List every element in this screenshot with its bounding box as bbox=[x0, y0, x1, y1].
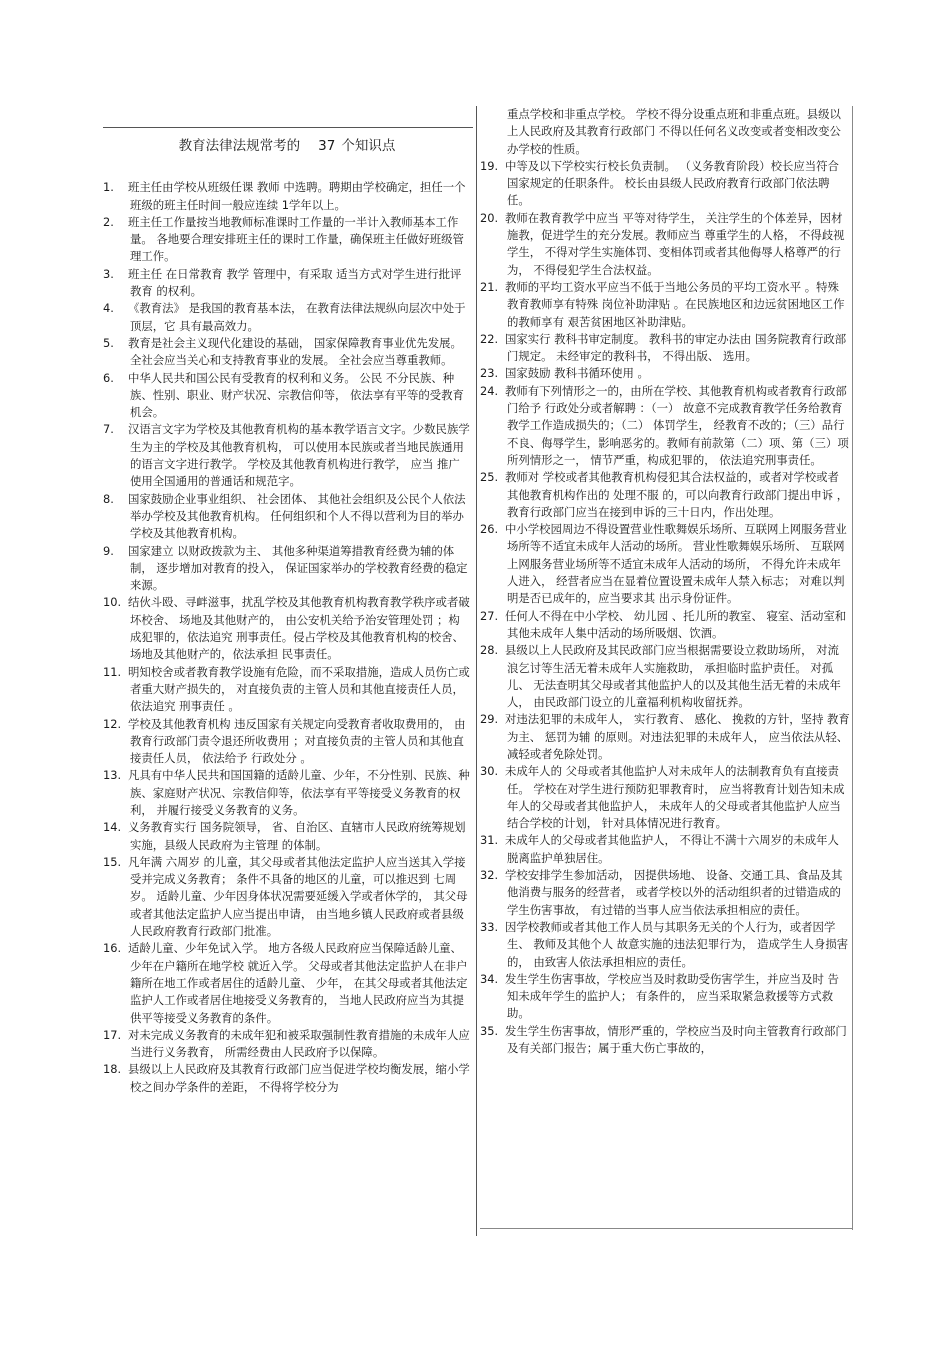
knowledge-point bbox=[103, 819, 471, 854]
point-text: 国家实行 教科书审定制度。 教科书的审定办法由 国务院教育行政部门规定。 未经审定的教科书， 不得出版、 选用。 bbox=[505, 331, 847, 364]
knowledge-point bbox=[480, 919, 850, 971]
point-number: 23. bbox=[480, 366, 499, 381]
point-text: 未成年人的 父母或者其他监护人对未成年人的法制教育负有直接责任。 学校在对学生进行预防犯罪教育时， 应当将教育计划告知未成年人的父母或者其他监护人， 未成年人的父母或者其他监护人应当结合学校的计划， 针对具体情况进行教育。 bbox=[505, 764, 845, 831]
knowledge-point bbox=[480, 279, 850, 331]
point-text: 明知校舍或者教育教学设施有危险，而不采取措施，造成人员伤亡或者重大财产损失的， 对直接负责的主管人员和其他直接责任人员，依法追究 刑事责任 。 bbox=[128, 664, 470, 714]
point-number: 9. bbox=[103, 543, 114, 558]
point-number: 11. bbox=[103, 664, 122, 679]
knowledge-point bbox=[480, 521, 850, 607]
point-number: 21. bbox=[480, 279, 499, 294]
point-number: 34. bbox=[480, 971, 499, 986]
point-text: 县级以上人民政府及其民政部门应当根据需要设立救助场所， 对流浪乞讨等生活无着未成年人实施救助， 承担临时监护责任。 对孤儿、 无法查明其父母或者其他监护人的以及其他生活无着的未成年人， 由民政部门设立的儿童福利机构收留抚养。 bbox=[505, 643, 841, 710]
knowledge-point bbox=[480, 642, 850, 711]
knowledge-point bbox=[103, 940, 471, 1026]
knowledge-point bbox=[480, 608, 850, 643]
point-text: 中小学校园周边不得设置营业性歌舞娱乐场所、互联网上网服务营业场所等不适宜未成年人活动的场所。 营业性歌舞娱乐场所、 互联网上网服务营业场所等不适宜未成年人活动的场所， 不得允许未成年人进入， 经营者应当在显着位置设置未成年人禁入标志； 对难以判明是否已成年的，应当要求其 出示身份证件。 bbox=[505, 522, 847, 606]
knowledge-point bbox=[103, 491, 471, 543]
left-top-rule bbox=[103, 127, 473, 128]
point-number: 2. bbox=[103, 214, 114, 229]
point-text: 义务教育实行 国务院领导， 省、自治区、直辖市人民政府统筹规划实施，县级人民政府为主管理 的体制。 bbox=[128, 820, 466, 852]
point-number: 28. bbox=[480, 643, 499, 658]
knowledge-point bbox=[480, 711, 850, 763]
point-text: 学校及其他教育机构 违反国家有关规定向受教育者收取费用的， 由教育行政部门责令退还所收费用 ；对直接负责的主管人员和其他直接责任人员， 依法给予 行政处分 。 bbox=[128, 716, 466, 766]
point-text: 教师有下列情形之一的，由所在学校、其他教育机构或者教育行政部门给予 行政处分或者解聘 ：（一） 故意不完成教育教学任务给教育教学工作造成损失的；（二） 体罚学生， 经教育不改的；（三）品行不良、侮辱学生，影响恶劣的。教师有前款第（二）项、第（三）项所列情形之一， 情节严重，构成犯罪的， 依法追究刑事责任。 bbox=[505, 383, 849, 467]
point-text: 发生学生伤害事故，情形严重的，学校应当及时向主管教育行政部门及有关部门报告；属于重大伤亡事故的， bbox=[505, 1023, 847, 1056]
point-number: 18. bbox=[103, 1062, 122, 1077]
point-text: 国家鼓励 教科书循环使用 。 bbox=[505, 366, 649, 381]
knowledge-point bbox=[103, 594, 471, 663]
knowledge-point bbox=[103, 214, 471, 266]
right-bottom-rule bbox=[480, 1228, 852, 1229]
knowledge-point bbox=[103, 664, 471, 716]
point-number: 1. bbox=[103, 180, 114, 195]
point-text: 发生学生伤害事故，学校应当及时救助受伤害学生，并应当及时 告知未成年学生的监护人； 有条件的， 应当采取紧急救援等方式救助。 bbox=[505, 971, 839, 1021]
knowledge-point bbox=[480, 971, 850, 1023]
point-number: 6. bbox=[103, 370, 114, 385]
knowledge-point bbox=[480, 365, 850, 382]
knowledge-point bbox=[480, 832, 850, 867]
knowledge-point bbox=[103, 716, 471, 768]
point-text: 《教育法》 是我国的教育基本法， 在教育法律法规纵向层次中处于顶层，它 具有最高效力。 bbox=[128, 301, 466, 333]
point-number: 30. bbox=[480, 764, 499, 779]
center-divider bbox=[476, 106, 477, 1236]
title-text: 教育法律法规常考的 bbox=[178, 138, 301, 154]
point-number: 15. bbox=[103, 854, 122, 869]
point-text: 任何人不得在中小学校、 幼儿园 、托儿所的教室、 寝室、活动室和其他未成年人集中活动的场所吸烟、饮酒。 bbox=[505, 608, 847, 640]
knowledge-point bbox=[480, 158, 850, 210]
point-number: 4. bbox=[103, 301, 114, 316]
point-text: 凡年满 六周岁 的儿童，其父母或者其他法定监护人应当送其入学接受并完成义务教育； 条件不具备的地区的儿童，可以推迟到 七周岁。 适龄儿童、少年因身体状况需要延缓入学或者休学的， 其父母或者其他法定监护人应当提出申请， 由当地乡镇人民政府或者县级人民政府教育行政部门批准。 bbox=[128, 854, 468, 939]
knowledge-point bbox=[103, 421, 471, 490]
knowledge-point bbox=[480, 210, 850, 279]
continued-paragraph: 重点学校和非重点学校。 学校不得分设重点班和非重点班。县级以上人民政府及其教育行政部门 不得以任何名义改变或者变相改变公办学校的性质。 bbox=[507, 107, 841, 156]
point-number: 14. bbox=[103, 820, 122, 835]
point-number: 5. bbox=[103, 335, 114, 350]
point-text: 教师对 学校或者其他教育机构侵犯其合法权益的，或者对学校或者其他教育机构作出的 处理不服 的，可以向教育行政部门提出申诉 ，教育行政部门应当在接到申诉的三十日内，作出处理。 bbox=[505, 470, 849, 519]
knowledge-point bbox=[103, 179, 471, 214]
point-number: 25. bbox=[480, 470, 499, 485]
point-text: 县级以上人民政府及其教育行政部门应当促进学校均衡发展，缩小学校之间办学条件的差距， 不得将学校分为 bbox=[128, 1062, 470, 1094]
point-text: 对违法犯罪的未成年人， 实行教育、 感化、 挽救的方针，坚持 教育为主、 惩罚为辅 的原则。对违法犯罪的未成年人， 应当依法从轻、减轻或者免除处罚。 bbox=[505, 712, 850, 761]
point-number: 3. bbox=[103, 266, 114, 281]
knowledge-point bbox=[103, 335, 471, 370]
point-text: 教师的平均工资水平应当不低于当地公务员的平均工资水平 。特殊教育教师享有特殊 岗位补助津贴 。在民族地区和边远贫困地区工作的教师享有 艰苦贫困地区补助津贴。 bbox=[505, 279, 845, 329]
point-number: 10. bbox=[103, 595, 122, 610]
point-number: 24. bbox=[480, 383, 499, 398]
knowledge-point bbox=[103, 1027, 471, 1062]
left-column bbox=[103, 130, 471, 1096]
point-text: 凡具有中华人民共和国国籍的适龄儿童、少年，不分性别、民族、种族、家庭财产状况、宗教信仰等，依法享有平等接受义务教育的权利， 并履行接受义务教育的义务。 bbox=[128, 768, 470, 817]
point-number: 16. bbox=[103, 941, 122, 956]
point-number: 26. bbox=[480, 522, 499, 537]
knowledge-point bbox=[103, 266, 471, 301]
right-item-list bbox=[480, 158, 850, 1057]
point-number: 27. bbox=[480, 608, 499, 623]
point-number: 19. bbox=[480, 158, 499, 173]
knowledge-point bbox=[480, 383, 850, 469]
point-number: 29. bbox=[480, 712, 499, 727]
point-number: 31. bbox=[480, 833, 499, 848]
page-title bbox=[103, 138, 471, 155]
knowledge-point bbox=[103, 370, 471, 422]
knowledge-point bbox=[480, 763, 850, 832]
knowledge-point bbox=[103, 543, 471, 595]
point-number: 22. bbox=[480, 331, 499, 346]
right-border bbox=[852, 106, 853, 1230]
knowledge-point bbox=[480, 1023, 850, 1058]
point-number: 17. bbox=[103, 1027, 122, 1042]
knowledge-point bbox=[480, 867, 850, 919]
point-text: 结伙斗殴、寻衅滋事，扰乱学校及其他教育机构教育教学秩序或者破坏校舍、 场地及其他财产的， 由公安机关给予治安管理处罚 ；构成犯罪的，依法追究 刑事责任。侵占学校及其他教育机构的校舍、场地及其他财产的，依法承担 民事责任。 bbox=[128, 595, 470, 662]
right-column bbox=[480, 106, 850, 1057]
point-text: 汉语言文字为学校及其他教育机构的基本教学语言文字。少数民族学生为主的学校及其他教育机构， 可以使用本民族或者当地民族通用的语言文字进行教学。 学校及其他教育机构进行教学， 应当 推广使用全国通用的普通话和规范字。 bbox=[128, 422, 470, 489]
point-text: 班主任 在日常教育 教学 管理中，有采取 适当方式对学生进行批评教育 的权利。 bbox=[128, 266, 462, 299]
title-suffix: 个知识点 bbox=[341, 138, 396, 154]
point-text: 因学校教师或者其他工作人员与其职务无关的个人行为，或者因学生、 教师及其他个人 故意实施的违法犯罪行为， 造成学生人身损害的， 由致害人依法承担相应的责任。 bbox=[505, 919, 849, 969]
knowledge-point bbox=[103, 767, 471, 819]
point-text: 教师在教育教学中应当 平等对待学生， 关注学生的个体差异，因材施教，促进学生的充分发展。教师应当 尊重学生的人格， 不得歧视学生， 不得对学生实施体罚、变相体罚或者其他侮辱人格尊严的行为， 不得侵犯学生合法权益。 bbox=[505, 210, 845, 277]
point-number: 33. bbox=[480, 919, 499, 934]
knowledge-point bbox=[480, 469, 850, 521]
point-number: 8. bbox=[103, 491, 114, 506]
point-text: 班主任工作量按当地教师标准课时工作量的一半计入教师基本工作量。 各地要合理安排班主任的课时工作量，确保班主任做好班级管理工作。 bbox=[128, 214, 464, 264]
point-text: 国家鼓励企业事业组织、 社会团体、 其他社会组织及公民个人依法举办学校及其他教育机构。 任何组织和个人不得以营利为目的举办学校及其他教育机构。 bbox=[128, 491, 466, 541]
point-text: 对未完成义务教育的未成年犯和被采取强制性教育措施的未成年人应当进行义务教育， 所需经费由人民政府予以保障。 bbox=[128, 1027, 470, 1060]
point-text: 中华人民共和国公民有受教育的权利和义务。 公民 不分民族、种族、性别、职业、财产状况、宗教信仰等， 依法享有平等的受教育机会。 bbox=[128, 370, 464, 420]
point-text: 中等及以下学校实行校长负责制。 （义务教育阶段）校长应当符合国家规定的任职条件。 校长由县级人民政府教育行政部门依法聘任。 bbox=[505, 158, 839, 208]
left-item-list bbox=[103, 179, 471, 1096]
title-count: 37 bbox=[318, 138, 336, 154]
point-text: 国家建立 以财政拨款为主、 其他多种渠道筹措教育经费为辅的体制， 逐步增加对教育的投入， 保证国家举办的学校教育经费的稳定来源。 bbox=[128, 543, 468, 593]
knowledge-point bbox=[103, 1061, 471, 1096]
point-number: 13. bbox=[103, 768, 122, 783]
point-number: 20. bbox=[480, 210, 499, 225]
knowledge-point bbox=[103, 300, 471, 335]
point-text: 适龄儿童、少年免试入学。 地方各级人民政府应当保障适龄儿童、 少年在户籍所在地学校 就近入学。 父母或者其他法定监护人在非户籍所在地工作或者居住的适龄儿童、 少年， 在其父母或者其他法定监护人工作或者居住地接受义务教育的， 当地人民政府应当为其提供平等接受义务教育的条件。 bbox=[128, 941, 468, 1025]
point-number: 35. bbox=[480, 1023, 499, 1038]
point-number: 32. bbox=[480, 868, 499, 883]
knowledge-point bbox=[103, 854, 471, 940]
point-text: 教育是社会主义现代化建设的基础， 国家保障教育事业优先发展。 全社会应当关心和支持教育事业的发展。 全社会应当尊重教师。 bbox=[128, 335, 462, 368]
point-text: 未成年人的父母或者其他监护人， 不得让不满十六周岁的未成年人脱离监护单独居住。 bbox=[505, 833, 839, 865]
knowledge-point bbox=[480, 331, 850, 366]
point-text: 班主任由学校从班级任课 教师 中选聘。聘期由学校确定，担任一个班级的班主任时间一般应连续 1学年以上。 bbox=[128, 180, 466, 212]
point-number: 12. bbox=[103, 716, 122, 731]
point-number: 7. bbox=[103, 422, 114, 437]
point-text: 学校安排学生参加活动， 因提供场地、 设备、交通工具、食品及其他消费与服务的经营者， 或者学校以外的活动组织者的过错造成的 学生伤害事故， 有过错的当事人应当依法承担相应的责任。 bbox=[505, 868, 843, 917]
